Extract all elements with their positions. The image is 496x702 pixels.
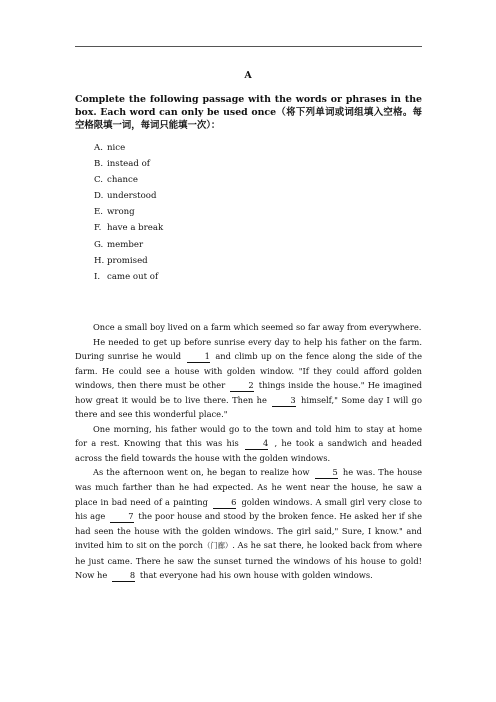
- option-text: came out of: [107, 271, 159, 282]
- passage-text: One morning, his father would go to the town and told him to stay at home for a rest. Knowing that this was his: [75, 423, 422, 449]
- option-key: F.: [94, 223, 102, 234]
- passage-text: things inside the house." He imagined how great it would be to live there. Then he: [75, 380, 423, 405]
- option-item: [94, 188, 163, 204]
- blank-4: 4: [245, 438, 268, 450]
- passage-text: , he took a sandwich and headed across the field towards the house with the golden windows.: [75, 438, 423, 463]
- option-text: nice: [107, 143, 126, 153]
- option-key: I.: [94, 271, 101, 282]
- section-letter: A: [244, 70, 252, 81]
- paragraph-2: [75, 335, 422, 422]
- option-text: chance: [107, 175, 138, 186]
- option-item: [94, 204, 163, 220]
- option-text: promised: [107, 255, 148, 266]
- option-key: H.: [94, 255, 105, 266]
- blank-7: 7: [110, 511, 133, 523]
- option-key: A.: [94, 143, 103, 153]
- blank-6: 6: [213, 497, 236, 509]
- passage-text: that everyone had his own house with golden windows.: [139, 570, 373, 581]
- paragraph-4: [75, 465, 422, 582]
- passage-text: the poor house and stood by the broken fence. He asked her if she had seen the house with the golden windows. The girl said," Sure, I know." and invited him to sit on the porch: [75, 511, 423, 551]
- option-text: member: [107, 239, 144, 250]
- blank-8: 8: [112, 570, 135, 582]
- option-item: [94, 237, 163, 253]
- option-item: [94, 172, 163, 188]
- passage-text: he was. The house was much farther than he had expected. As he went near the house, he saw a place in bad need of a painting: [75, 467, 423, 507]
- option-item: [94, 220, 163, 236]
- blank-2: 2: [230, 380, 253, 392]
- passage: [75, 320, 422, 583]
- option-item: [94, 140, 163, 156]
- instructions: Complete the following passage with the words or phrases in the box. Each word can only be used once（将下列单词或词组填入空格。每空格限填一词，每词只能填一次）：: [75, 94, 422, 131]
- option-item: [94, 269, 163, 285]
- porch-note: （门廊）: [203, 541, 233, 551]
- blank-5: 5: [315, 467, 338, 479]
- option-key: G.: [94, 239, 104, 250]
- passage-text: As the afternoon went on, he began to realize how: [93, 467, 310, 478]
- option-text: understood: [107, 191, 157, 202]
- blank-1: 1: [187, 351, 210, 363]
- option-item: [94, 156, 163, 172]
- passage-text: Once a small boy lived on a farm which seemed so far away from everywhere.: [93, 322, 422, 332]
- option-item: [94, 253, 163, 269]
- option-text: have a break: [107, 223, 164, 234]
- options-list: [94, 140, 163, 285]
- blank-3: 3: [272, 395, 295, 407]
- paragraph-1: [75, 320, 422, 335]
- option-text: instead of: [107, 159, 150, 170]
- top-rule: [75, 46, 422, 47]
- option-key: E.: [94, 207, 104, 218]
- passage-text: golden windows. A small girl very close to his age: [75, 496, 422, 522]
- paragraph-3: [75, 422, 422, 466]
- passage-text: himself," Some day I will go there and see this wonderful place.": [75, 394, 422, 420]
- passage-text: . As he sat there, he looked back from where he just came. There he saw the sunset turned the windows of his house to gold! Now he: [75, 540, 422, 581]
- passage-text: He needed to get up before sunrise every day to help his father on the farm. During sunrise he would: [75, 336, 422, 362]
- option-text: wrong: [107, 207, 135, 218]
- passage-text: and climb up on the fence along the side of the farm. He could see a house with golden window. "If they could afford golden windows, then there must be other: [75, 351, 422, 391]
- option-key: C.: [94, 175, 104, 186]
- option-key: D.: [94, 191, 104, 202]
- option-key: B.: [94, 159, 104, 170]
